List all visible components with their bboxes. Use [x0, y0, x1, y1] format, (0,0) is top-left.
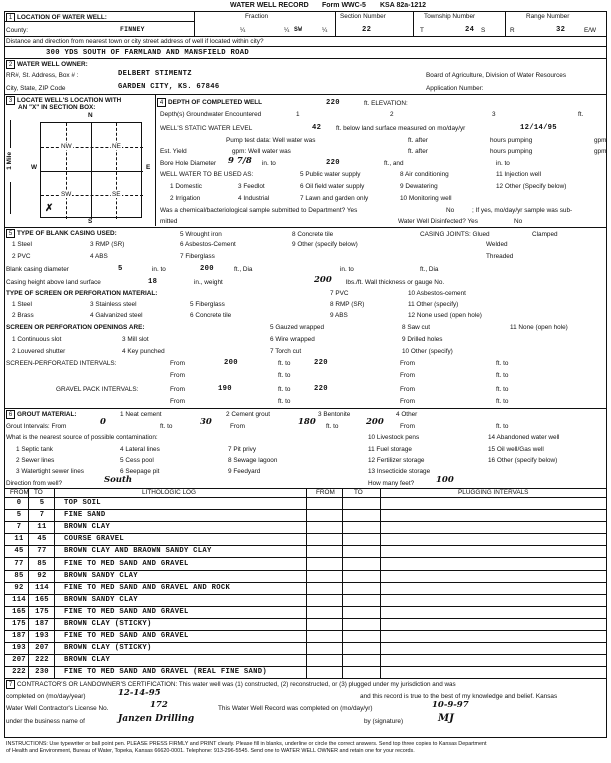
log-to: 11 — [37, 523, 47, 532]
quarter-2: ¼ — [284, 27, 290, 34]
opening-mill: 3 Mill slot — [122, 336, 149, 343]
signature: MJ — [438, 713, 454, 724]
log-from: 222 — [12, 668, 26, 677]
business-value: Janzen Drilling — [118, 714, 195, 724]
yield-after: ft. after — [408, 148, 428, 155]
use-oilfield: 6 Oil field water supply — [300, 183, 365, 190]
log-row — [4, 642, 607, 652]
chem-label: Was a chemical/bacteriological sample submitted to Department? Yes — [160, 207, 358, 214]
contam-insecticide: 13 Insecticide storage — [368, 468, 431, 475]
screen-rmp: 8 RMP (SR) — [330, 301, 365, 308]
casing-concrete: 8 Concrete tile — [292, 231, 334, 238]
section-number-label: Section Number — [340, 13, 386, 20]
yield-label: Est. Yield — [160, 148, 187, 155]
log-description: FINE TO MED SAND AND GRAVEL — [64, 632, 189, 641]
casing-to-value: 200 — [200, 265, 214, 273]
contam-cess: 5 Cess pool — [120, 457, 154, 464]
range-r: R — [510, 27, 515, 34]
log-description: FINE TO MED SAND AND GRAVEL (REAL FINE SAND) — [64, 668, 267, 677]
contam-privy: 7 Pit privy — [228, 446, 257, 453]
log-description: BROWN CLAY (STICKY) — [64, 644, 152, 653]
section-7-cert: 7 CONTRACTOR'S OR LANDOWNER'S CERTIFICATION: This water well was (1) constructed, (2) reconstructed, or (3) plugged under my jurisdiction and was — [6, 680, 456, 689]
se-label: SE — [112, 191, 121, 198]
casing-joints-label: CASING JOINTS: Glued — [420, 231, 490, 238]
contam-abandoned: 14 Abandoned water well — [488, 434, 560, 441]
section-1-label: 1 LOCATION OF WATER WELL: — [6, 13, 107, 22]
section-5-label: 5 TYPE OF BLANK CASING USED: — [6, 229, 117, 238]
log-from: 45 — [14, 547, 24, 556]
log-to: 193 — [35, 632, 49, 641]
log-from: 165 — [12, 607, 26, 616]
static-value: 42 — [312, 124, 322, 132]
log-row — [4, 558, 607, 568]
record-label: This Water Well Record was completed on (mo/day/yr) — [218, 705, 373, 712]
screen-brass: 2 Brass — [12, 312, 34, 319]
casing-asbestos: 6 Asbestos-Cement — [180, 241, 236, 248]
section-3-label: 3 LOCATE WELL'S LOCATION WITH — [6, 96, 121, 105]
quarter-1: ¼ — [240, 27, 246, 34]
perf-from-3: From — [170, 372, 185, 379]
screen-fiberglass: 5 Fiberglass — [190, 301, 225, 308]
contam-seepage: 6 Seepage pit — [120, 468, 160, 475]
log-description: COURSE GRAVEL — [64, 535, 124, 544]
completed-value: 12-14-95 — [118, 688, 161, 698]
log-row — [4, 570, 607, 580]
gw-3: 3 — [492, 111, 496, 118]
yield-gpm-2: gpm — [594, 148, 607, 155]
log-row — [4, 509, 607, 519]
perf-ft-to-3: ft. to — [278, 372, 291, 379]
log-from: 5 — [16, 511, 22, 520]
casing-rmp: 3 RMP (SR) — [90, 241, 125, 248]
log-to: 222 — [35, 656, 49, 665]
record-date: 10-9-97 — [432, 700, 469, 710]
perf-ft-to: ft. to — [278, 360, 291, 367]
completed-label: completed on (mo/day/year) — [6, 693, 86, 700]
log-to: 85 — [37, 559, 47, 568]
perf-to-value: 220 — [314, 359, 328, 367]
gravel-label: GRAVEL PACK INTERVALS: — [56, 386, 139, 393]
south-label: S — [88, 218, 93, 225]
distance-label: Distance and direction from nearest town or city street address of well if located within city? — [6, 38, 264, 45]
gw-2: 2 — [390, 111, 394, 118]
log-to: 187 — [35, 620, 49, 628]
use-lawn: 7 Lawn and garden only — [300, 195, 369, 202]
contam-fuel: 11 Fuel storage — [368, 446, 412, 453]
log-to: 207 — [35, 644, 49, 653]
form-title: WATER WELL RECORD — [230, 2, 309, 9]
opening-wire: 6 Wire wrapped — [270, 336, 315, 343]
section-2-label: 2 WATER WELL OWNER: — [6, 60, 88, 69]
mile-label: 1 Mile — [6, 152, 13, 170]
log-description: TOP SOIL — [64, 499, 101, 507]
grout-ft-to-2: ft. to — [326, 423, 339, 430]
bore-label: Bore Hole Diameter — [160, 160, 217, 167]
log-from: 207 — [12, 656, 26, 665]
log-from: 85 — [14, 571, 24, 580]
application-label: Application Number: — [426, 85, 484, 92]
opening-continuous: 1 Continuous slot — [12, 336, 62, 343]
use-industrial: 4 Industrial — [238, 195, 270, 202]
log-row — [4, 666, 607, 676]
city-label: City, State, ZIP Code — [6, 85, 66, 92]
quarter-3: SW — [294, 26, 303, 33]
log-from: 7 — [16, 523, 22, 532]
owner-value: DELBERT STIMENTZ — [118, 70, 192, 78]
grout-cement: 2 Cement grout — [226, 411, 271, 418]
threaded-label: Threaded — [486, 253, 514, 260]
perf-from-2: From — [400, 360, 415, 367]
log-row — [4, 630, 607, 640]
log-to2-header: TO — [354, 489, 363, 496]
bore-value: 9 7/8 — [228, 156, 252, 166]
log-to: 45 — [37, 535, 47, 544]
yield-gpm: gpm: Well water was — [232, 148, 291, 155]
casing-abs: 4 ABS — [90, 253, 108, 260]
log-to: 5 — [39, 499, 45, 507]
screen-abs: 9 ABS — [330, 312, 348, 319]
log-row — [4, 654, 607, 664]
opening-key: 4 Key punched — [122, 348, 165, 355]
use-dewatering: 9 Dewatering — [400, 183, 438, 190]
log-row — [4, 582, 607, 592]
log-description: FINE TO MED SAND AND GRAVEL AND ROCK — [64, 583, 231, 592]
contam-lagoon: 8 Sewage lagoon — [228, 457, 278, 464]
opening-other: 10 Other (specify) — [402, 348, 453, 355]
section-4-depth-label: 4 DEPTH OF COMPLETED WELL — [157, 98, 262, 107]
contam-sewer: 2 Sewer lines — [16, 457, 55, 464]
casing-height-label: Casing height above land surface — [6, 279, 101, 286]
casing-ft-dia: ft., Dia — [234, 266, 253, 273]
casing-pvc: 2 PVC — [12, 253, 31, 260]
log-description: BROWN SANDY CLAY — [64, 595, 138, 604]
bore-in-to: in. to — [262, 160, 276, 167]
use-irrigation: 2 Irrigation — [170, 195, 201, 202]
static-label: WELL'S STATIC WATER LEVEL — [160, 125, 253, 132]
pump-hours: hours pumping — [490, 137, 533, 144]
gravel-from-3: From — [170, 398, 185, 405]
township-s: S — [481, 27, 486, 34]
log-row — [4, 533, 607, 543]
log-from: 77 — [14, 559, 24, 568]
log-from: 0 — [16, 499, 22, 507]
log-from-header: FROM — [10, 489, 29, 496]
clamped-label: Clamped — [532, 231, 558, 238]
gw-ft: ft. — [578, 111, 584, 118]
how-many-feet-label: How many feet? — [368, 480, 415, 487]
opening-torch: 7 Torch cut — [270, 348, 302, 355]
west-label: W — [31, 164, 38, 171]
perf-from-4: From — [400, 372, 415, 379]
screen-material-label: TYPE OF SCREEN OR PERFORATION MATERIAL: — [6, 290, 158, 297]
pump-test-label: Pump test data: Well water was — [226, 137, 316, 144]
perf-ft-to-4: ft. to — [496, 372, 509, 379]
grout-other: 4 Other — [396, 411, 418, 418]
log-row — [4, 606, 607, 616]
log-description: BROWN CLAY — [64, 523, 111, 532]
contam-oilwell: 15 Oil well/Gas well — [488, 446, 544, 453]
contam-lateral: 4 Lateral lines — [120, 446, 160, 453]
distance-value: 300 YDS SOUTH OF FARMLAND AND MANSFIELD ROAD — [46, 49, 249, 57]
opening-none: 11 None (open hole) — [510, 324, 568, 331]
wall-thickness-label: lbs./ft. Wall thickness or gauge No. — [346, 279, 445, 286]
ne-label: NE — [112, 143, 121, 150]
welded-label: Welded — [486, 241, 508, 248]
signature-label: by (signature) — [364, 718, 404, 725]
casing-other: 9 Other (specify below) — [292, 241, 358, 248]
use-air: 8 Air conditioning — [400, 171, 449, 178]
gravel-ft-to-4: ft. to — [496, 398, 509, 405]
county-value: FINNEY — [120, 26, 145, 33]
log-from: 92 — [14, 583, 24, 592]
log-description: BROWN CLAY AND BRAOWN SANDY CLAY — [64, 547, 212, 556]
log-to-header: TO — [34, 489, 43, 496]
gravel-from: From — [170, 386, 185, 393]
log-to: 7 — [39, 511, 45, 520]
opening-drilled: 9 Drilled holes — [402, 336, 443, 343]
casing-fiberglass: 7 Fiberglass — [180, 253, 215, 260]
disinfected-label: Water Well Disinfected? Yes — [398, 218, 478, 225]
contam-other: 16 Other (specify below) — [488, 457, 558, 464]
chem-no: No — [446, 207, 455, 214]
casing-in-to-2: in. to — [340, 266, 354, 273]
grout-neat: 1 Neat cement — [120, 411, 162, 418]
screen-stainless: 3 Stainless steel — [90, 301, 137, 308]
license-value: 172 — [150, 700, 168, 710]
screen-none: 12 None used (open hole) — [408, 312, 482, 319]
casing-steel: 1 Steel — [12, 241, 32, 248]
direction-value: South — [104, 475, 133, 485]
grout-ft-to-3: ft. to — [496, 423, 509, 430]
business-label: under the business name of — [6, 718, 85, 725]
log-row — [4, 497, 607, 507]
address-label: RR#, St. Address, Box # : — [6, 72, 79, 79]
nw-label: NW — [61, 143, 72, 150]
feet-value: 100 — [436, 475, 454, 485]
form-number: Form WWC-5 — [322, 2, 366, 9]
log-row — [4, 618, 607, 628]
log-description: BROWN CLAY — [64, 656, 111, 665]
location-mark: ✗ — [45, 203, 54, 214]
static-date: 12/14/95 — [520, 124, 557, 132]
instructions-line-1: INSTRUCTIONS: Use typewriter or ball point pen. PLEASE PRESS FIRMLY and PRINT clearly. Please fill in blanks, underline or circle the correct answers. Send top three copies to Kansas Department — [6, 741, 487, 747]
grout-to-value-2: 200 — [366, 417, 384, 427]
log-from: 11 — [14, 535, 24, 544]
city-value: GARDEN CITY, KS. 67846 — [118, 83, 220, 91]
log-from: 193 — [12, 644, 26, 653]
screen-galvanized: 4 Galvanized steel — [90, 312, 143, 319]
log-to: 114 — [35, 583, 49, 592]
elevation-label: ft. ELEVATION: — [364, 100, 408, 107]
gravel-ft-to-3: ft. to — [278, 398, 291, 405]
perf-from: From — [170, 360, 185, 367]
screen-pvc: 7 PVC — [330, 290, 349, 297]
log-plug-header: PLUGGING INTERVALS — [458, 489, 529, 496]
casing-weight-label: in., weight — [194, 279, 223, 286]
ksa-number: KSA 82a-1212 — [380, 2, 427, 9]
board-label: Board of Agriculture, Division of Water Resources — [426, 72, 567, 79]
log-description: FINE TO MED SAND AND GRAVEL — [64, 559, 189, 568]
county-label: County: — [6, 27, 29, 34]
screen-asbestos: 10 Asbestos-cement — [408, 290, 466, 297]
opening-louvered: 2 Louvered shutter — [12, 348, 66, 355]
range-value: 32 — [556, 26, 566, 34]
opening-gauzed: 5 Gauzed wrapped — [270, 324, 325, 331]
township-t: T — [420, 27, 424, 34]
gravel-from-value: 190 — [218, 385, 232, 393]
log-to: 77 — [37, 547, 47, 556]
use-label: WELL WATER TO BE USED AS: — [160, 171, 254, 178]
north-label: N — [88, 112, 93, 119]
perf-from-value: 200 — [224, 359, 238, 367]
bore-to-value: 220 — [326, 159, 340, 167]
log-litho-header: LITHOLOGIC LOG — [142, 489, 196, 496]
use-feedlot: 3 Feedlot — [238, 183, 265, 190]
mitted-label: mitted — [160, 218, 178, 225]
casing-weight-value: 200 — [314, 275, 332, 285]
casing-wrought: 5 Wrought iron — [180, 231, 222, 238]
grout-intervals-label: Grout Intervals: From — [6, 423, 67, 430]
perf-ft-to-2: ft. to — [496, 360, 509, 367]
contam-watertight: 3 Watertight sewer lines — [16, 468, 84, 475]
static-tail: ft. below land surface measured on mo/day/yr — [336, 125, 466, 132]
log-row — [4, 521, 607, 531]
contam-septic: 1 Septic tank — [16, 446, 53, 453]
section-3-label-2: AN "X" IN SECTION BOX: — [18, 104, 96, 111]
bore-ft-and: ft., and — [384, 160, 404, 167]
use-monitoring: 10 Monitoring well — [400, 195, 452, 202]
chem-tail: ; If yes, mo/day/yr sample was sub- — [472, 207, 573, 214]
grout-bentonite: 3 Bentonite — [318, 411, 351, 418]
pump-after: ft. after — [408, 137, 428, 144]
fraction-label: Fraction — [245, 13, 269, 20]
log-description: BROWN CLAY (STICKY) — [64, 620, 152, 628]
log-from: 175 — [12, 620, 26, 628]
license-label: Water Well Contractor's License No. — [6, 705, 109, 712]
grout-to-value: 30 — [200, 417, 212, 427]
log-description: FINE TO MED SAND AND GRAVEL — [64, 607, 189, 616]
screen-steel: 1 Steel — [12, 301, 32, 308]
sw-label: SW — [61, 191, 72, 198]
use-public: 5 Public water supply — [300, 171, 361, 178]
township-value: 24 — [465, 26, 475, 34]
gravel-to-value: 220 — [314, 385, 328, 393]
township-number-label: Township Number — [424, 13, 476, 20]
contam-fertilizer: 12 Fertilizer storage — [368, 457, 425, 464]
section-value: 22 — [362, 26, 372, 34]
pump-gpm: gpm — [594, 137, 607, 144]
casing-diameter-value: 5 — [118, 265, 123, 273]
grout-ft-from-2: From — [400, 423, 415, 430]
grout-ft-from: From — [230, 423, 245, 430]
depth-value: 220 — [326, 99, 340, 107]
gravel-from-4: From — [400, 398, 415, 405]
gravel-from-2: From — [400, 386, 415, 393]
gravel-ft-to-2: ft. to — [496, 386, 509, 393]
screen-concrete: 6 Concrete tile — [190, 312, 232, 319]
log-to: 92 — [37, 571, 47, 580]
perforated-label: SCREEN-PERFORATED INTERVALS: — [6, 360, 117, 367]
use-domestic: 1 Domestic — [170, 183, 202, 190]
use-other: 12 Other (Specify below) — [496, 183, 567, 190]
grout-ft-to: ft. to — [160, 423, 173, 430]
groundwater-label: Depth(s) Groundwater Encountered — [160, 111, 262, 118]
contam-livestock: 10 Livestock pens — [368, 434, 420, 441]
gw-1: 1 — [296, 111, 300, 118]
log-to: 165 — [35, 595, 49, 604]
gravel-ft-to: ft. to — [278, 386, 291, 393]
log-description: FINE SAND — [64, 511, 106, 520]
yield-hours: hours pumping — [490, 148, 533, 155]
instructions-line-2: of Health and Environment, Bureau of Water, Topeka, Kansas 66620-0001. Telephone: 913-296-5545. Send one to WATER WELL OWNER and retain one for your records. — [6, 748, 415, 754]
contam-feedyard: 9 Feedyard — [228, 468, 261, 475]
opening-saw: 8 Saw cut — [402, 324, 431, 331]
direction-label: Direction from well? — [6, 480, 63, 487]
casing-diameter-label: Blank casing diameter — [6, 266, 69, 273]
log-to: 230 — [35, 668, 49, 677]
log-description: BROWN SANDY CLAY — [64, 571, 138, 580]
contamination-label: What is the nearest source of possible contamination: — [6, 434, 158, 441]
log-from: 187 — [12, 632, 26, 641]
log-to: 175 — [35, 607, 49, 616]
casing-in-to: in. to — [152, 266, 166, 273]
range-ew: E/W — [584, 27, 597, 34]
log-row — [4, 545, 607, 555]
true-statement: and this record is true to the best of my knowledge and belief. Kansas — [360, 693, 558, 700]
grout-from-value-2: 180 — [298, 417, 316, 427]
log-from: 114 — [12, 595, 26, 604]
log-from2-header: FROM — [316, 489, 335, 496]
log-row — [4, 594, 607, 604]
section-6-label: 6 GROUT MATERIAL: — [6, 410, 77, 419]
quarter-4: ¼ — [322, 27, 328, 34]
range-number-label: Range Number — [526, 13, 570, 20]
use-injection: 11 Injection well — [496, 171, 541, 178]
east-label: E — [146, 164, 151, 171]
section-box — [40, 122, 142, 218]
screen-other: 11 Other (specify) — [408, 301, 459, 308]
disinfected-no: No — [514, 218, 523, 225]
casing-height-value: 18 — [148, 278, 158, 286]
casing-ft-dia-2: ft., Dia — [420, 266, 439, 273]
openings-label: SCREEN OR PERFORATION OPENINGS ARE: — [6, 324, 145, 331]
bore-in-to-2: in. to — [496, 160, 510, 167]
grout-from-value: 0 — [100, 417, 106, 427]
